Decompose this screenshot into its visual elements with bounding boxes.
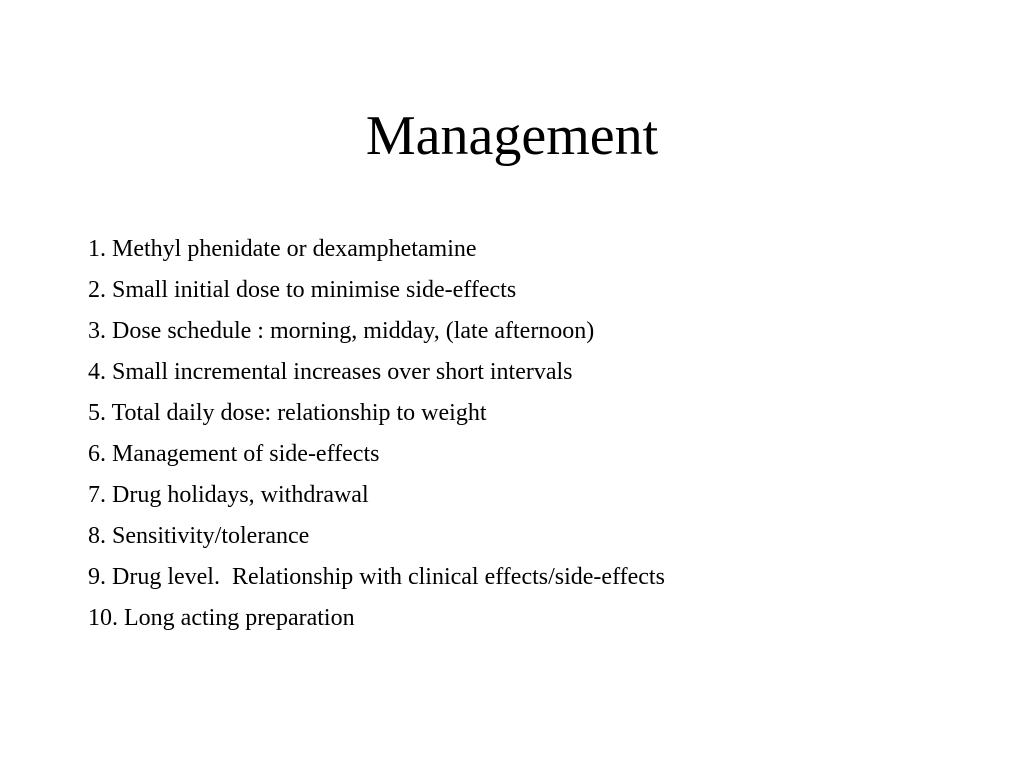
- management-list: [88, 229, 968, 639]
- list-item: 3. Dose schedule : morning, midday, (late afternoon): [88, 318, 595, 344]
- list-item: 1. Methyl phenidate or dexamphetamine: [88, 236, 477, 262]
- list-item: 2. Small initial dose to minimise side-effects: [88, 277, 517, 303]
- list-item: 8. Sensitivity/tolerance: [88, 523, 310, 549]
- list-item: 4. Small incremental increases over short intervals: [88, 359, 573, 385]
- list-item: 5. Total daily dose: relationship to weight: [88, 400, 487, 426]
- list-item: 6. Management of side-effects: [88, 441, 380, 467]
- list-item: 9. Drug level. Relationship with clinical effects/side-effects: [88, 564, 665, 590]
- list-item: 7. Drug holidays, withdrawal: [88, 482, 369, 508]
- slide-title: Management: [365, 105, 659, 167]
- list-item: 10. Long acting preparation: [88, 605, 355, 631]
